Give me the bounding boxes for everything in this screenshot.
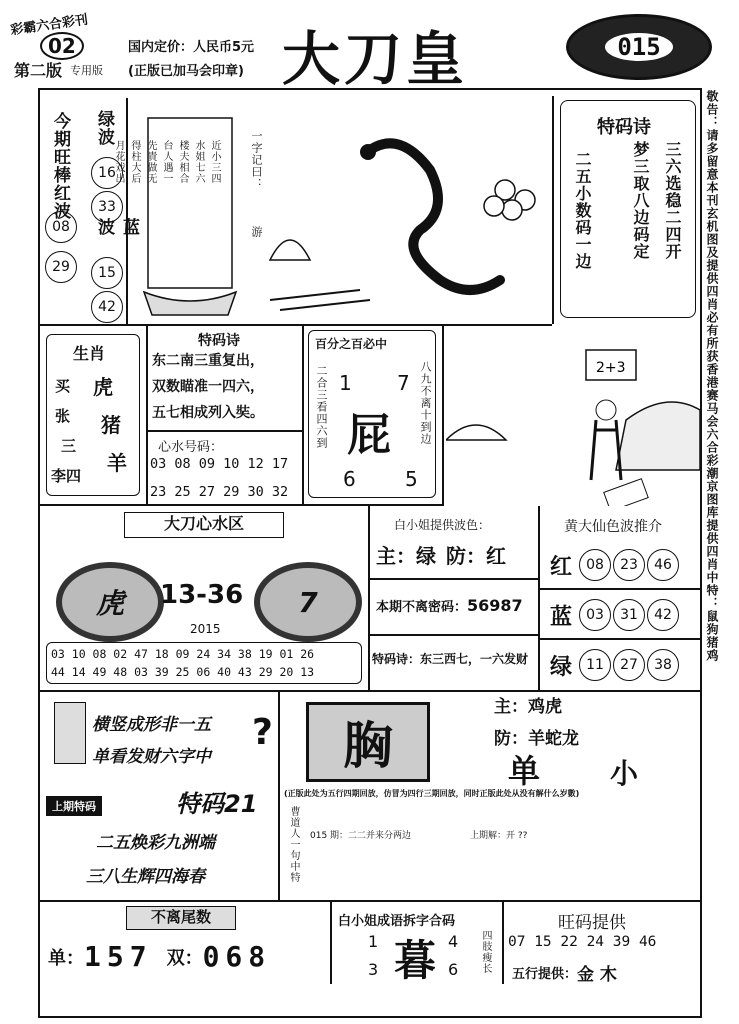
scroll-line: 台人遇一 (161, 140, 172, 184)
dadao-left-oval (56, 562, 164, 642)
scroll-last: 游 (250, 226, 263, 238)
badge-line2: 第二版 (14, 61, 63, 80)
hundred-left-vertical: 二合三看四六到 (315, 365, 328, 449)
wx-val: 金 木 (577, 965, 617, 985)
red-number-1: 08 (45, 211, 77, 243)
xiong-box (280, 692, 702, 902)
wx-label: 五行提供： (512, 967, 578, 982)
poem-label: 特码诗： (372, 652, 421, 666)
hundred-num-4: 5 (405, 467, 418, 491)
header-badge (10, 14, 122, 86)
wx-row (512, 960, 617, 985)
zodiac-left-3: 三 (61, 437, 77, 455)
huang-num: 31 (613, 599, 645, 631)
huang-color-green: 绿 (550, 654, 573, 680)
white-wave-sep2 (370, 634, 538, 636)
tema-poem-mid (148, 326, 304, 506)
huang-num: 46 (647, 549, 679, 581)
xiong-main: 主：鸡虎 (494, 697, 562, 717)
tema-poem-col2: 梦三取八边码定 (631, 141, 650, 260)
left-bottom-box (40, 692, 280, 902)
dadao-animal: 虎 (95, 587, 124, 620)
zodiac-title: 生肖 (73, 344, 106, 363)
idiom-side: 四肢瘦长 (480, 930, 491, 974)
tema-poem-mid-line1: 东二南三重复出， (152, 353, 264, 369)
huang-sep2 (540, 638, 702, 640)
blue-number-1: 15 (91, 257, 123, 289)
tema-poem-mid-line3: 五七相成列入奘。 (152, 405, 264, 421)
idiom-char: 暮 (394, 936, 437, 985)
guard-label: 防： (446, 544, 486, 568)
zodiac-inner (46, 334, 140, 496)
issue-number: 015 (605, 33, 672, 61)
zodiac-box (40, 326, 148, 506)
zodiac-left-4: 李四 (51, 467, 82, 485)
hundred-box (304, 326, 444, 506)
scroll-line: 水姐七六 (193, 140, 204, 184)
tema-poem-top-title: 特码诗 (597, 117, 651, 138)
hundred-num-1: 1 (339, 371, 352, 395)
tag1: 横竖成形非一五 (92, 715, 211, 735)
zodiac-right-1: 虎 (93, 375, 113, 399)
hundred-title: 百分之百必中 (315, 337, 388, 351)
nonleave-row (376, 596, 523, 615)
idiom-title: 白小姐成语拆字合码 (338, 914, 456, 929)
scroll-lines (113, 140, 222, 184)
tag2: 单看发财六字中 (92, 747, 211, 767)
scroll-line: 楼夫相合 (177, 140, 188, 184)
scroll-line: 先貴做无 (145, 140, 156, 184)
idiom-num-4: 6 (448, 960, 459, 979)
issue-seal (566, 14, 712, 80)
xiong-frame (306, 702, 430, 782)
huang-color-red: 红 (550, 554, 573, 580)
huang-num: 11 (579, 649, 611, 681)
side-notice: 敬告：请多留意本刊玄机图及提供四肖必有所获香港赛马会六合彩潮京图库提供四肖中特：鼠狗猪鸡 (705, 90, 719, 662)
badge-note: 专用版 (70, 64, 103, 77)
scroll-title: 一字记曰： (250, 130, 263, 190)
dadao-num-row2: 44 14 49 48 03 39 25 06 40 43 29 20 13 (51, 665, 315, 679)
huang-row-green (550, 648, 680, 682)
price-text: 国内定价：人民币5元 (128, 40, 255, 55)
poem-val: 东三西七，一六发财 (420, 652, 529, 666)
dadao-num-row1: 03 10 08 02 47 18 09 24 34 38 19 01 26 (51, 647, 315, 661)
line2: 三八生辉四海春 (86, 867, 205, 887)
white-wave-box (370, 506, 540, 692)
idiom-box (332, 902, 504, 984)
huang-row-blue (550, 598, 680, 632)
dadao-year: 2015 (190, 622, 221, 636)
xiong-last: 上期解：开 ?? (470, 831, 528, 841)
dadao-number: 7 (298, 585, 318, 619)
hundred-right-vertical: 八九不离十到边 (419, 361, 432, 445)
badge-line1: 彩霸六合彩刊 (9, 12, 89, 39)
character-scene-icon (446, 330, 700, 506)
scroll-line: 近小三四 (209, 140, 220, 184)
tema-poem-top-inner (560, 100, 696, 318)
badge-issue: 02 (40, 32, 84, 60)
huang-num: 27 (613, 649, 645, 681)
wangma-nums: 07 15 22 24 39 46 (508, 934, 657, 950)
tema-label: 特码21 (176, 790, 258, 818)
huang-num: 42 (647, 599, 679, 631)
label-today: 今期旺棒红波 (50, 112, 70, 220)
nonleave-val: 56987 (467, 596, 523, 615)
label-green: 绿波 (94, 110, 114, 146)
huang-box (540, 506, 702, 692)
page-title: 大刀皇 (282, 25, 469, 93)
wangma-box (504, 902, 702, 984)
huang-color-blue: 蓝 (550, 604, 573, 630)
dadao-box (40, 506, 370, 692)
huang-num: 03 (579, 599, 611, 631)
double-label: 双： (166, 947, 203, 969)
hundred-num-3: 6 (343, 467, 356, 491)
crossword-box (54, 702, 86, 764)
wangma-title: 旺码提供 (558, 913, 626, 933)
question-mark: ? (252, 712, 273, 753)
xiong-single: 单 (508, 752, 541, 790)
white-wave-main (376, 540, 506, 569)
dadao-range: 13-36 (160, 580, 244, 610)
idiom-num-3: 3 (368, 960, 379, 979)
double-val: 068 (202, 940, 272, 973)
green-number-1: 16 (91, 157, 123, 189)
tema-poem-mid-sep (148, 430, 302, 432)
xiong-side: 曹道人一句中特 (288, 806, 299, 883)
zodiac-left-1: 买 (55, 377, 71, 395)
main-label: 主： (376, 544, 416, 568)
idiom-num-2: 4 (448, 932, 459, 951)
single-label: 单： (48, 947, 84, 969)
idiom-num-1: 1 (368, 932, 379, 951)
nonleave-label: 本期不离密码： (376, 600, 468, 615)
water-row1: 03 08 09 10 12 17 (150, 456, 289, 472)
zodiac-right-3: 羊 (107, 451, 127, 475)
tag-box: 上期特码 (46, 796, 102, 816)
hundred-center-char: 屁 (347, 410, 391, 461)
huang-sep1 (540, 588, 702, 590)
main-val: 绿 (416, 544, 436, 568)
snake-scene-icon (250, 110, 550, 320)
line1: 二五焕彩九洲端 (96, 833, 215, 853)
scroll-line: 月花戏出 (113, 140, 124, 184)
scroll-line: 得柱大后 (129, 140, 140, 184)
hundred-inner (308, 330, 436, 498)
huang-row-red (550, 548, 680, 582)
huang-title: 黄大仙色波推介 (564, 519, 662, 535)
water-title: 心水号码： (158, 440, 224, 455)
tema-poem-col1: 三六选稳二四开 (663, 141, 682, 260)
white-wave-sep (370, 578, 538, 580)
huang-num: 08 (579, 549, 611, 581)
tail-box (40, 902, 332, 984)
tema-poem-mid-title: 特码诗 (198, 333, 240, 349)
blue-number-2: 42 (91, 291, 123, 323)
tema-poem-top (552, 96, 702, 324)
xiong-line: 015 期：二二并来分两边 (310, 831, 412, 841)
huang-num: 23 (613, 549, 645, 581)
green-number-2: 33 (91, 191, 123, 223)
dadao-right-oval (254, 562, 362, 642)
svg-text:2+3: 2+3 (596, 360, 626, 376)
red-number-2: 29 (45, 251, 77, 283)
label-blue: 蓝波 (94, 218, 139, 236)
hundred-num-2: 7 (397, 371, 410, 395)
dadao-title: 大刀心水区 (124, 512, 284, 538)
zodiac-right-2: 猪 (101, 413, 121, 437)
xiong-guard: 防：羊蛇龙 (494, 729, 579, 749)
guard-val: 红 (486, 544, 506, 568)
white-wave-title: 白小姐提供波色： (394, 518, 491, 532)
huang-num: 38 (647, 649, 679, 681)
stamp-note: (正版已加马会印章) (128, 64, 244, 79)
tail-values (48, 940, 271, 973)
xiong-note: (正版此处为五行四期回放，仿冒为四行三期回放，同时正版此处从没有解什么岁數) (284, 789, 580, 798)
tema-poem-col3: 二五小数码一边 (573, 151, 592, 270)
zodiac-left-2: 张 (55, 407, 71, 425)
xiong-char: 胸 (343, 716, 393, 775)
single-val: 157 (84, 940, 153, 973)
poem-row (372, 650, 528, 667)
tail-title: 不离尾数 (126, 906, 236, 930)
dadao-num-box (46, 642, 362, 684)
tema-poem-mid-line2: 双数瞄准一四六， (152, 379, 264, 395)
xiong-small: 小 (610, 757, 639, 790)
water-row2: 23 25 27 29 30 32 (150, 484, 289, 500)
